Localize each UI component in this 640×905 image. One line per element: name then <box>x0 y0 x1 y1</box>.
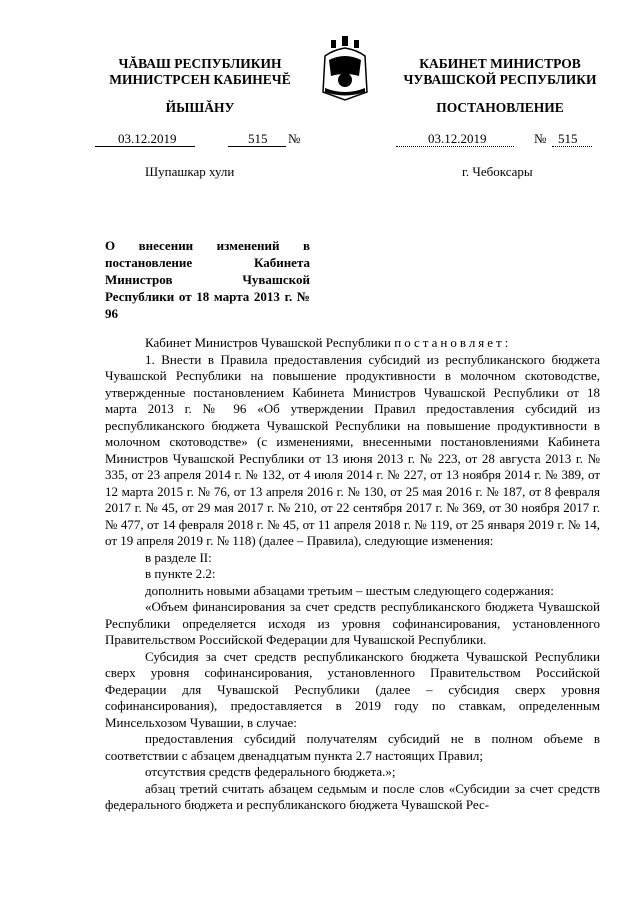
right-date: 03.12.2019 <box>428 131 487 146</box>
body-paragraph: Субсидия за счет средств республиканского бюджета Чувашской Республики сверх уровня софинансирования, установленного Правительством Российской Федерации для Чувашской Республики (далее – субсидия сверх уровня софинансирования), предоставляется в 2019 году по ставкам, определенным Минсельхозом Чувашии, в случае: <box>105 648 600 730</box>
body-paragraph: отсутствия средств федерального бюджета.»; <box>145 764 396 779</box>
header-right-line2: ЧУВАШСКОЙ РЕСПУБЛИКИ <box>403 72 597 87</box>
document-title: О внесении изменений в постановление Кабинета Министров Чувашской Республики от 18 марта 2013 г. № 96 <box>105 238 310 321</box>
body-paragraph: в пункте 2.2: <box>145 566 216 581</box>
left-number-sign: № <box>288 131 301 146</box>
intro-paragraph <box>105 335 600 352</box>
doc-type-left: ЙЫШĂНУ <box>165 100 235 115</box>
body-paragraph: предоставления субсидий получателям субсидий не в полном объеме в соответствии с абзацем двенадцатым пункта 2.7 настоящих Правил; <box>105 731 600 763</box>
header-left-title <box>95 56 305 88</box>
header-left-line1: ЧĂВАШ РЕСПУБЛИКИН <box>118 56 282 71</box>
intro-subject: Кабинет Министров Чувашской Республики <box>145 335 391 350</box>
emblem-icon <box>317 36 373 102</box>
body-paragraph: в разделе II: <box>145 549 212 565</box>
right-number-sign: № <box>534 131 547 146</box>
body-paragraph: абзац третий считать абзацем седьмым и после слов «Субсидии за счет средств федерального бюджета и республиканского бюджета Чувашской Рес- <box>105 780 600 812</box>
doc-type-right: ПОСТАНОВЛЕНИЕ <box>436 100 564 115</box>
body-paragraph: 1. Внести в Правила предоставления субсидий из республиканского бюджета Чувашской Республики на повышение продуктивности в молочном скотоводстве, утвержденные постановлением Кабинета Министров Чувашской Республики от 18 марта 2013 г. № 96 «Об утверждении Правил предоставления субсидий из республиканского бюджета Чувашской Республики на повышение продуктивности в молочном скотоводстве» (с изменениями, внесенными постановлениями Кабинета Министров Чувашской Республики от 13 июня 2013 г. № 223, от 28 августа 2013 г. № 335, от 23 апреля 2014 г. № 132, от 4 июля 2014 г. № 227, от 13 ноября 2014 г. № 389, от 12 марта 2015 г. № 76, от 13 апреля 2016 г. № 130, от 25 мая 2016 г. № 187, от 8 февраля 2017 г. № 45, от 29 мая 2017 г. № 210, от 22 сентября 2017 г. № 369, от 30 ноября 2017 г. № 477, от 14 февраля 2018 г. № 45, от 11 апреля 2018 г. № 119, от 25 января 2019 г. № 14, от 19 апреля 2019 г. № 118) (далее – Правила), следующие изменения: <box>105 351 600 548</box>
body-paragraph: «Объем финансирования за счет средств республиканского бюджета Чувашской Республики определяется исходя из уровня софинансирования, установленного Правительством Российской Федерации для Чувашской Республики. <box>105 599 600 647</box>
body-paragraph: дополнить новыми абзацами третьим – шестым следующего содержания: <box>145 582 554 598</box>
header-right-title <box>380 56 620 88</box>
header-left-line2: МИНИСТРСЕН КАБИНЕЧĔ <box>109 72 291 87</box>
document-body <box>105 335 600 814</box>
place-right: г. Чебоксары <box>462 164 533 179</box>
header-right-line1: КАБИНЕТ МИНИСТРОВ <box>419 56 581 71</box>
intro-verb: постановляет: <box>394 335 512 350</box>
right-number: 515 <box>558 131 578 146</box>
left-date: 03.12.2019 <box>118 131 177 146</box>
left-number: 515 <box>248 131 268 146</box>
place-left: Шупашкар хули <box>145 164 235 179</box>
